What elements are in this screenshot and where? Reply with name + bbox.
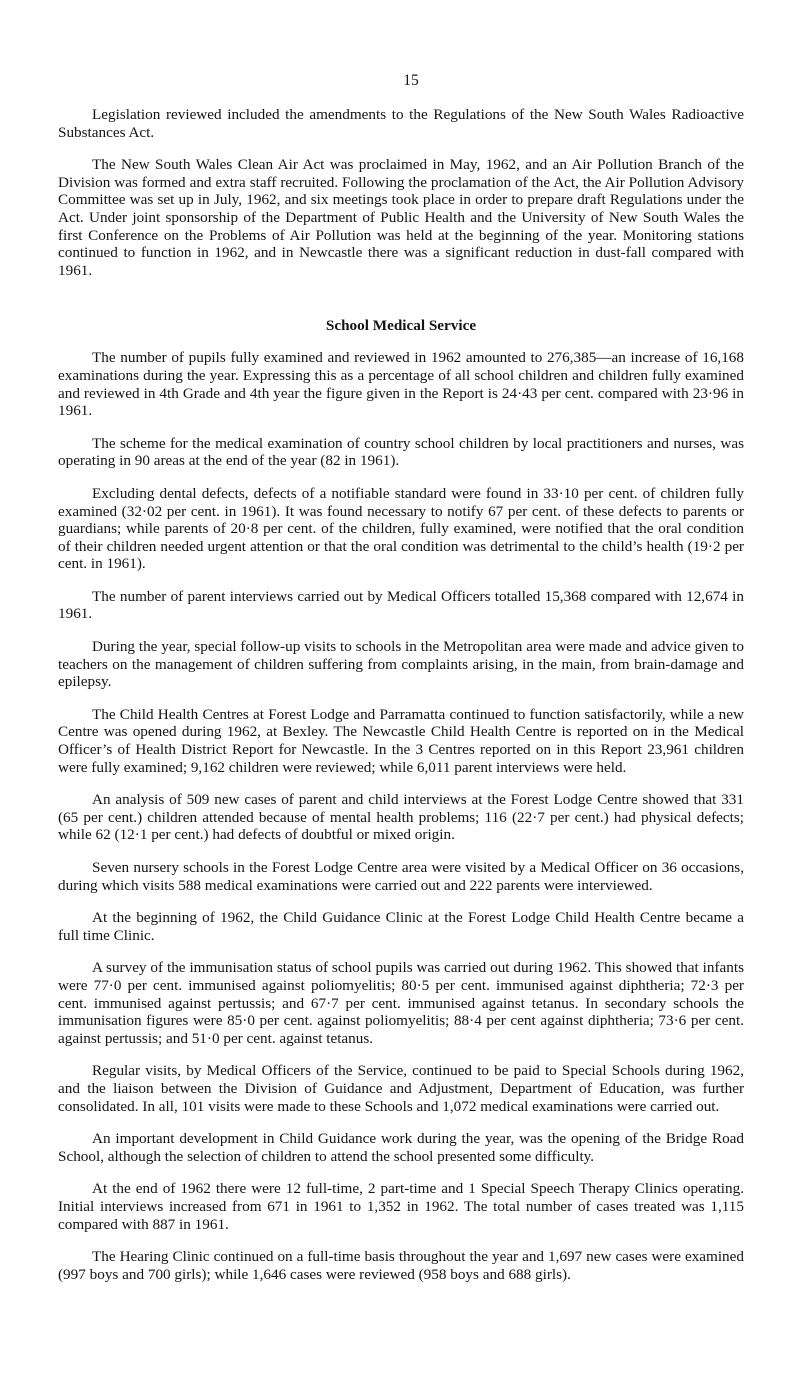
paragraph: The number of pupils fully examined and reviewed in 1962 amounted to 276,385—an increase of 16,168 examinations during the year. Expressing this as a percentage of all school children and children fully examined and reviewed in 4th Grade and 4th year the figure given in the Report is 24·43 per cent. compared with 23·96 in 1961. [58,349,744,420]
document-page [58,72,744,1283]
paragraph: The number of parent interviews carried out by Medical Officers totalled 15,368 compared with 12,674 in 1961. [58,587,744,623]
paragraph: During the year, special follow-up visits to schools in the Metropolitan area were made and advice given to teachers on the management of children suffering from complaints arising, in the main, from brain-damage and epilepsy. [58,638,744,691]
paragraph: Regular visits, by Medical Officers of the Service, continued to be paid to Special Schools during 1962, and the liaison between the Division of Guidance and Adjustment, Department of Education, was further consolidated. In all, 101 visits were made to these Schools and 1,072 medical examinations were carried out. [58,1062,744,1115]
paragraph: The Hearing Clinic continued on a full-time basis throughout the year and 1,697 new cases were examined (997 boys and 700 girls); while 1,646 cases were reviewed (958 boys and 688 girls). [58,1248,744,1283]
paragraph: At the end of 1962 there were 12 full-time, 2 part-time and 1 Special Speech Therapy Clinics operating. Initial interviews increased from 671 in 1961 to 1,352 in 1962. The total number of cases treated was 1,115 compared with 887 in 1961. [58,1180,744,1233]
paragraph: The New South Wales Clean Air Act was proclaimed in May, 1962, and an Air Pollution Branch of the Division was formed and extra staff recruited. Following the proclamation of the Act, the Air Pollution Advisory Committee was set up in July, 1962, and six meetings took place in order to prepare draft Regulations under the Act. Under joint sponsorship of the Department of Public Health and the University of New South Wales the first Conference on the Problems of Air Pollution was held at the beginning of the year. Monitoring stations continued to function in 1962, and in Newcastle there was a significant reduction in dust-fall compared with 1961. [58,156,744,279]
paragraph: Legislation reviewed included the amendments to the Regulations of the New South Wales Radioactive Substances Act. [58,106,744,141]
page-number: 15 [403,72,419,89]
paragraph: A survey of the immunisation status of school pupils was carried out during 1962. This showed that infants were 77·0 per cent. immunised against poliomyelitis; 80·5 per cent. immunised against diphtheria; 72·3 per cent. immunised against pertussis; and 67·7 per cent. immunised against tetanus. In secondary schools the immunisation figures were 85·0 per cent. against poliomyelitis; 88·4 per cent against diphtheria; 73·6 per cent. against pertussis; and 51·0 per cent. against tetanus. [58,959,744,1047]
paragraph: An analysis of 509 new cases of parent and child interviews at the Forest Lodge Centre showed that 331 (65 per cent.) children attended because of mental health problems; 116 (22·7 per cent.) had physical defects; while 62 (12·1 per cent.) had defects of doubtful or mixed origin. [58,791,744,844]
section-heading: School Medical Service [325,317,477,335]
paragraph: Seven nursery schools in the Forest Lodge Centre area were visited by a Medical Officer on 36 occasions, during which visits 588 medical examinations were carried out and 222 parents were interviewed. [58,859,744,894]
paragraph: The Child Health Centres at Forest Lodge and Parramatta continued to function satisfactorily, while a new Centre was opened during 1962, at Bexley. The Newcastle Child Health Centre is reported on in the Medical Officer’s of Health District Report for Newcastle. In the 3 Centres reported on in this Report 23,961 children were fully examined; 9,162 children were reviewed; while 6,011 parent interviews were held. [58,705,744,776]
paragraph: Excluding dental defects, defects of a notifiable standard were found in 33·10 per cent. of children fully examined (32·02 per cent. in 1961). It was found necessary to notify 67 per cent. of these defects to parents or guardians; while parents of 20·8 per cent. of the children, fully examined, were notified that the oral condition of their children needed urgent attention or that the oral condition was detrimental to the child’s health (19·2 per cent. in 1961). [58,484,744,573]
paragraph: At the beginning of 1962, the Child Guidance Clinic at the Forest Lodge Child Health Centre became a full time Clinic. [58,909,744,944]
paragraph: An important development in Child Guidance work during the year, was the opening of the Bridge Road School, although the selection of children to attend the school presented some difficulty. [58,1130,744,1165]
paragraph: The scheme for the medical examination of country school children by local practitioners and nurses, was operating in 90 areas at the end of the year (82 in 1961). [58,434,744,470]
